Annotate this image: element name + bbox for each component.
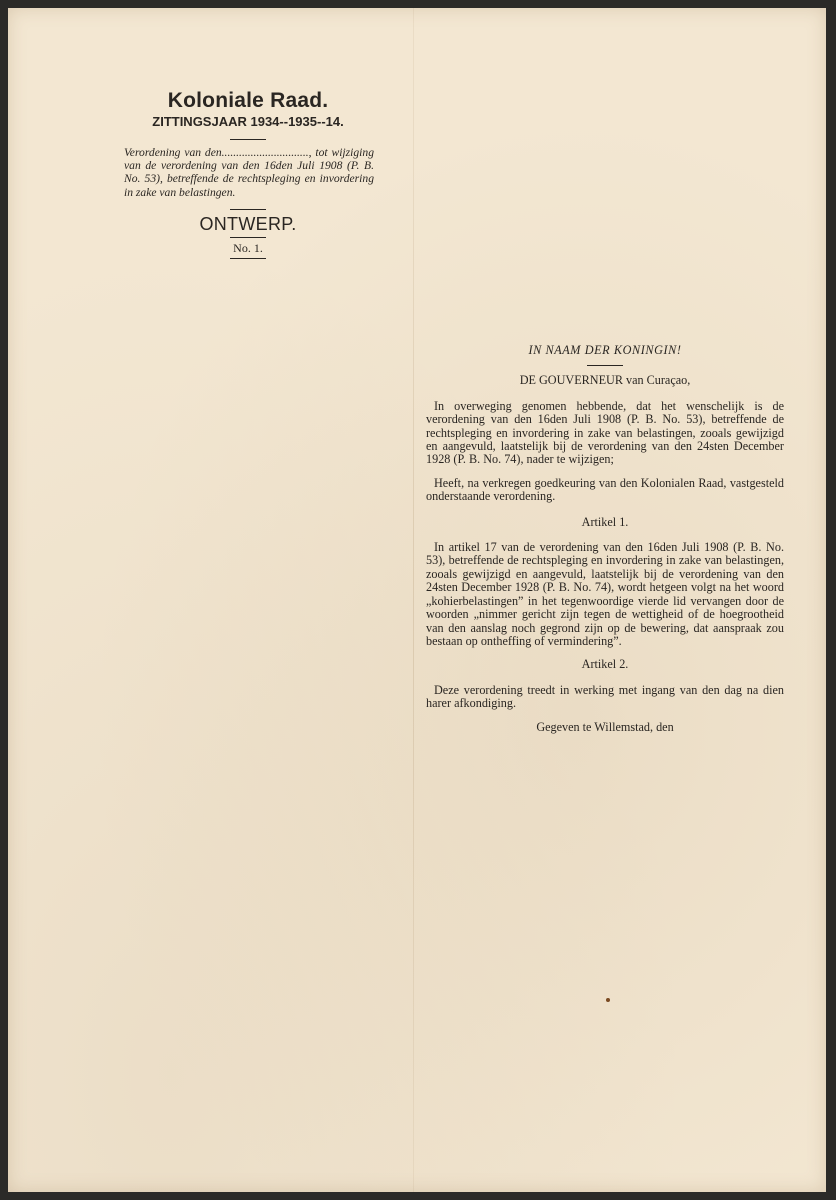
paper-stain: [606, 998, 610, 1002]
article-2-text: Deze verordening treedt in werking met ingang van den dag na dien harer afkondiging.: [426, 682, 784, 711]
invocation-divider: [587, 365, 623, 366]
given-at-line: Gegeven te Willemstad, den: [536, 719, 674, 734]
governor-line: DE GOUVERNEUR van Curaçao,: [519, 373, 691, 388]
draft-divider: [230, 237, 266, 238]
session-year: ZITTINGSJAAR 1934--1935--14.: [152, 114, 344, 129]
invocation: IN NAAM DER KONINGIN!: [528, 343, 682, 357]
article-1-text: In artikel 17 van de verordening van den 16den Juli 1908 (P. B. No. 53), betreffende de rechtspleging en invordering in zake van belastingen, zooals gewijzigd en aangevuld, laatstelijk bij de verordening van den 24sten December 1928 (P. B. No. 74), wordt hetgeen volgt na het woord „kohierbelastingen” in het tegenwoordige vierde lid vervangen door de woorden „nimmer gericht zijn tegen de wettigheid of de hoegrootheid van den aanslag noch gegrond zijn op de bewering, dat aanspraak zou bestaan op ontheffing of vermindering”.: [426, 540, 784, 648]
document-page: [8, 8, 826, 1192]
header-divider: [230, 139, 266, 140]
draft-number: No. 1.: [233, 240, 263, 255]
council-title: Koloniale Raad.: [167, 89, 329, 112]
article-2-title: Artikel 2.: [581, 657, 629, 672]
draft-label: ONTWERP.: [199, 213, 297, 234]
ordinance-subject: Verordening van den.............................., tot wijziging van de verordening van den 16den Juli 1908 (P. B. No. 53), betreffende de rechtspleging en invordering in zake van belastingen.: [124, 146, 374, 199]
enactment-paragraph: Heeft, na verkregen goedkeuring van den Kolonialen Raad, vastgesteld onderstaande verordening.: [426, 475, 784, 504]
page-fold-line: [413, 8, 414, 1192]
article-1-title: Artikel 1.: [581, 514, 629, 529]
number-divider: [230, 258, 266, 259]
header-block: [118, 90, 378, 265]
consideration-paragraph: In overweging genomen hebbende, dat het wenschelijk is de verordening van den 16den Juli 1908 (P. B. No. 53), betreffende de rechtspleging en invordering in zake van belastingen, zooals gewijzigd en aangevuld, laatstelijk bij de verordening van den 24sten December 1928 (P. B. No. 74), nader te wijzigen;: [426, 398, 784, 467]
subject-divider: [230, 209, 266, 210]
ordinance-body: [426, 344, 784, 734]
